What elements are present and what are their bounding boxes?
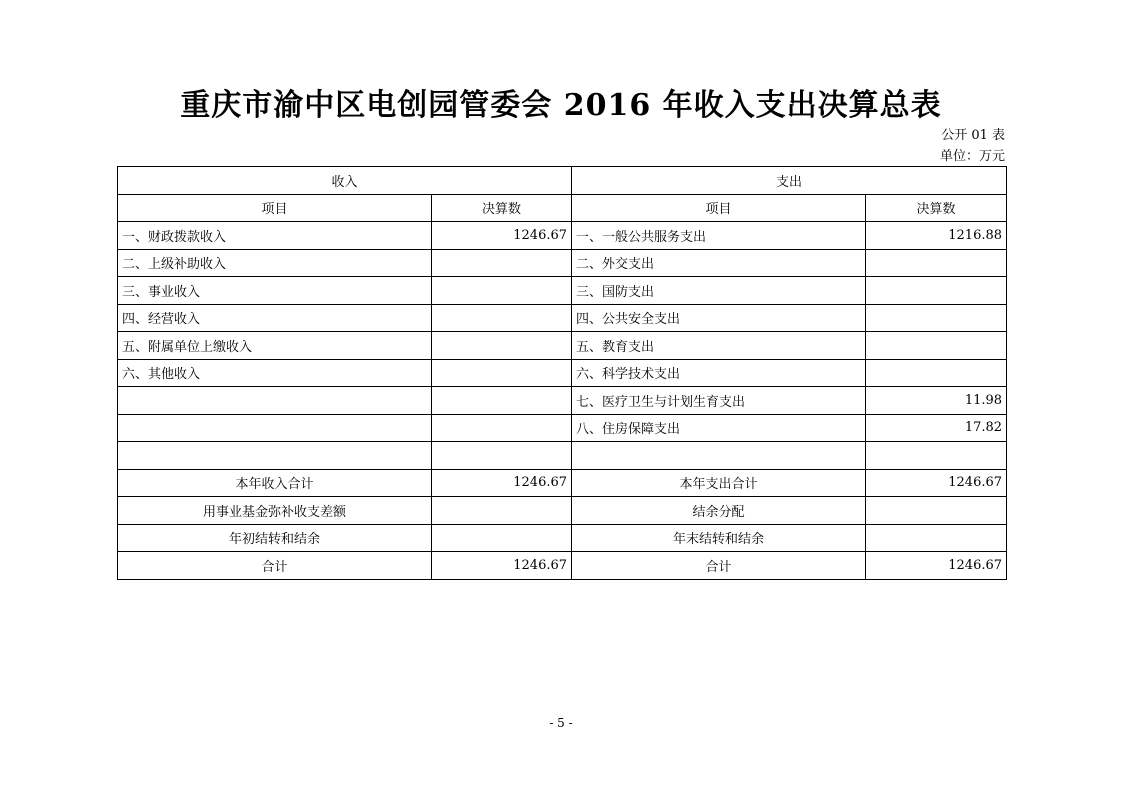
income-amount [432,414,572,442]
summary-row-grand-total [118,552,1007,580]
income-amount [432,359,572,387]
income-item: 四、经营收入 [118,304,432,332]
income-summary-amount [432,497,572,525]
expense-amount [866,304,1007,332]
expense-section-header: 支出 [572,167,1007,195]
table-row [118,332,1007,360]
table-row [118,222,1007,250]
expense-amount [866,332,1007,360]
income-amount [432,387,572,415]
income-summary-amount: 1246.67 [432,469,572,497]
income-item [118,414,432,442]
income-item: 二、上级补助收入 [118,249,432,277]
table-row [118,277,1007,305]
table-row [118,304,1007,332]
income-summary-amount [432,524,572,552]
income-item-header: 项目 [118,194,432,222]
income-item [118,442,432,470]
summary-row-carryover [118,524,1007,552]
income-amount-header: 决算数 [432,194,572,222]
expense-item: 五、教育支出 [572,332,866,360]
expense-item: 一、一般公共服务支出 [572,222,866,250]
expense-amount [866,442,1007,470]
income-amount [432,442,572,470]
expense-amount: 17.82 [866,414,1007,442]
expense-item: 七、医疗卫生与计划生育支出 [572,387,866,415]
income-amount [432,249,572,277]
page-number: - 5 - [549,716,573,730]
income-item: 六、其他收入 [118,359,432,387]
table-row [118,249,1007,277]
table-row [118,359,1007,387]
expense-amount [866,249,1007,277]
expense-summary-item: 合计 [572,552,866,580]
table-row [118,387,1007,415]
income-item: 一、财政拨款收入 [118,222,432,250]
unit-label: 单位：万元 [939,149,1005,164]
form-number: 公开 01 表 [941,128,1005,143]
income-summary-item: 合计 [118,552,432,580]
expense-summary-item: 结余分配 [572,497,866,525]
document-title: 重庆市渝中区电创园管委会 2016 年收入支出决算总表 [180,88,942,123]
income-section-header: 收入 [118,167,572,195]
expense-item: 六、科学技术支出 [572,359,866,387]
expense-item-header: 项目 [572,194,866,222]
expense-item: 二、外交支出 [572,249,866,277]
income-summary-item: 年初结转和结余 [118,524,432,552]
expense-summary-amount: 1246.67 [866,552,1007,580]
summary-row-annual-total [118,469,1007,497]
expense-amount-header: 决算数 [866,194,1007,222]
expense-item: 三、国防支出 [572,277,866,305]
income-item: 三、事业收入 [118,277,432,305]
expense-summary-amount: 1246.67 [866,469,1007,497]
income-amount [432,332,572,360]
income-amount [432,304,572,332]
expense-item: 八、住房保障支出 [572,414,866,442]
income-amount [432,277,572,305]
income-item: 五、附属单位上缴收入 [118,332,432,360]
expense-amount: 1216.88 [866,222,1007,250]
table-row [118,442,1007,470]
table-row [118,414,1007,442]
expense-summary-item: 年末结转和结余 [572,524,866,552]
expense-summary-item: 本年支出合计 [572,469,866,497]
expense-summary-amount [866,497,1007,525]
expense-amount [866,359,1007,387]
expense-item: 四、公共安全支出 [572,304,866,332]
summary-row-fund-balance [118,497,1007,525]
column-header-row [118,194,1007,222]
budget-table [117,166,1007,580]
income-amount: 1246.67 [432,222,572,250]
income-summary-item: 用事业基金弥补收支差额 [118,497,432,525]
income-item [118,387,432,415]
expense-amount: 11.98 [866,387,1007,415]
section-header-row [118,167,1007,195]
income-summary-amount: 1246.67 [432,552,572,580]
expense-amount [866,277,1007,305]
expense-item [572,442,866,470]
income-summary-item: 本年收入合计 [118,469,432,497]
expense-summary-amount [866,524,1007,552]
